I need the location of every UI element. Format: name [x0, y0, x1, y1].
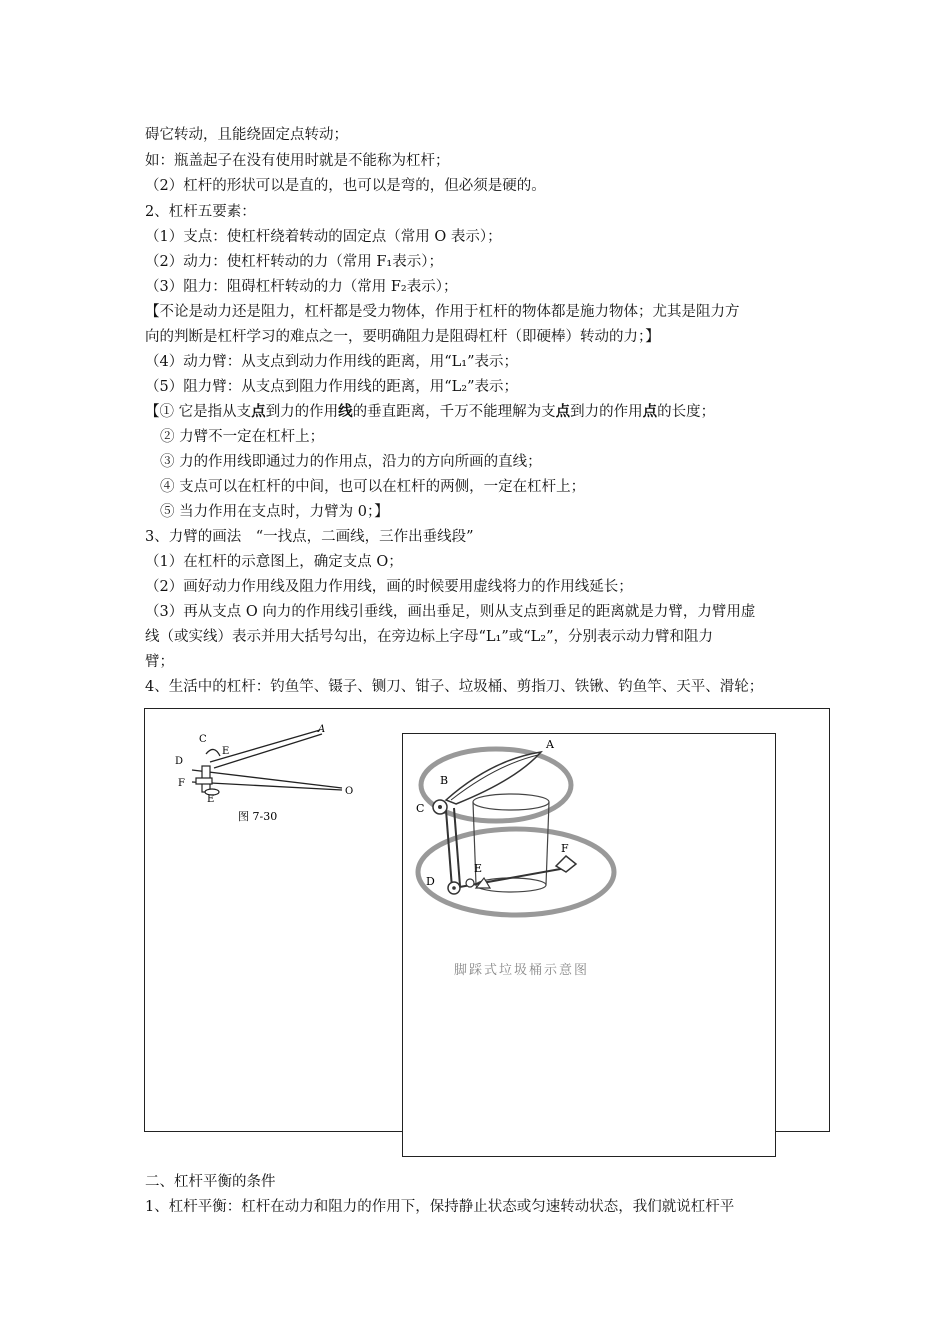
text-line: （1）在杠杆的示意图上，确定支点 O；	[145, 554, 403, 570]
text-line: 线（或实线）表示并用大括号勾出，在旁边标上字母“L₁”或“L₂”，分别表示动力臂和阻力	[145, 629, 714, 645]
label-b: B	[440, 774, 449, 787]
text-line: 1、杠杆平衡：杠杆在动力和阻力的作用下，保持静止状态或匀速转动状态，我们就说杠杆平	[145, 1199, 735, 1215]
label-e-bottom: E	[207, 794, 215, 805]
trash-can-diagram	[406, 740, 772, 990]
text-line: 如：瓶盖起子在没有使用时就是不能称为杠杆；	[145, 153, 450, 169]
text-line: （3）再从支点 O 向力的作用线引垂线，画出垂足，则从支点到垂足的距离就是力臂，力臂用虚	[145, 604, 756, 620]
label-e-top: E	[222, 746, 230, 757]
label-f: F	[178, 778, 185, 789]
label-f: F	[561, 842, 569, 855]
note-line-1: 【① 它是指从支点到力的作用线的垂直距离，千万不能理解为支点到力的作用点的长度；	[145, 403, 716, 420]
text-line: 向的判断是杠杆学习的难点之一，要明确阻力是阻碍杠杆（即硬棒）转动的力；】	[145, 329, 660, 345]
note-line: ⑤ 当力作用在支点时，力臂为 0；】	[160, 504, 389, 520]
label-a: A	[318, 724, 326, 735]
text-line: （2）动力：使杠杆转动的力（常用 F₁表示）；	[145, 254, 443, 270]
note-line: ② 力臂不一定在杠杆上；	[160, 429, 325, 445]
label-c: C	[416, 802, 425, 815]
figure-caption: 脚踩式垃圾桶示意图	[454, 963, 590, 978]
text-line: （2）杠杆的形状可以是直的，也可以是弯的，但必须是硬的。	[145, 178, 546, 194]
text-line: 4、生活中的杠杆：钓鱼竿、镊子、铡刀、钳子、垃圾桶、剪指刀、铁锹、钓鱼竿、天平、滑轮；	[145, 679, 764, 695]
label-a: A	[546, 740, 554, 751]
text-line: （5）阻力臂：从支点到阻力作用线的距离，用“L₂”表示；	[145, 379, 518, 395]
text-line: 【不论是动力还是阻力，杠杆都是受力物体，作用于杠杆的物体都是施力物体；尤其是阻力方	[145, 304, 740, 320]
figure-caption: 图 7-30	[238, 810, 278, 823]
text-line: （4）动力臂：从支点到动力作用线的距离，用“L₁”表示；	[145, 354, 518, 370]
label-e: E	[474, 862, 483, 875]
text-line: （3）阻力：阻碍杠杆转动的力（常用 F₂表示）；	[145, 279, 458, 295]
note-line: ④ 支点可以在杠杆的中间，也可以在杠杆的两侧，一定在杠杆上；	[160, 479, 586, 495]
text-line: 3、力臂的画法 “一找点，二画线，三作出垂线段”	[145, 529, 474, 545]
section-heading: 二、杠杆平衡的条件	[145, 1174, 276, 1190]
text-line: （1）支点：使杠杆绕着转动的固定点（常用 O 表示）；	[145, 229, 502, 245]
label-o: O	[345, 786, 354, 797]
text-line: （2）画好动力作用线及阻力作用线，画的时候要用虚线将力的作用线延长；	[145, 579, 633, 595]
text-line: 碍它转动，且能绕固定点转动；	[145, 127, 348, 143]
label-d: D	[426, 875, 435, 888]
text-line: 2、杠杆五要素：	[145, 204, 256, 220]
nail-clipper-diagram	[170, 722, 370, 832]
label-d: D	[175, 756, 184, 767]
text-line: 臂；	[145, 654, 174, 670]
label-c: C	[199, 734, 207, 745]
note-line: ③ 力的作用线即通过力的作用点，沿力的方向所画的直线；	[160, 454, 542, 470]
